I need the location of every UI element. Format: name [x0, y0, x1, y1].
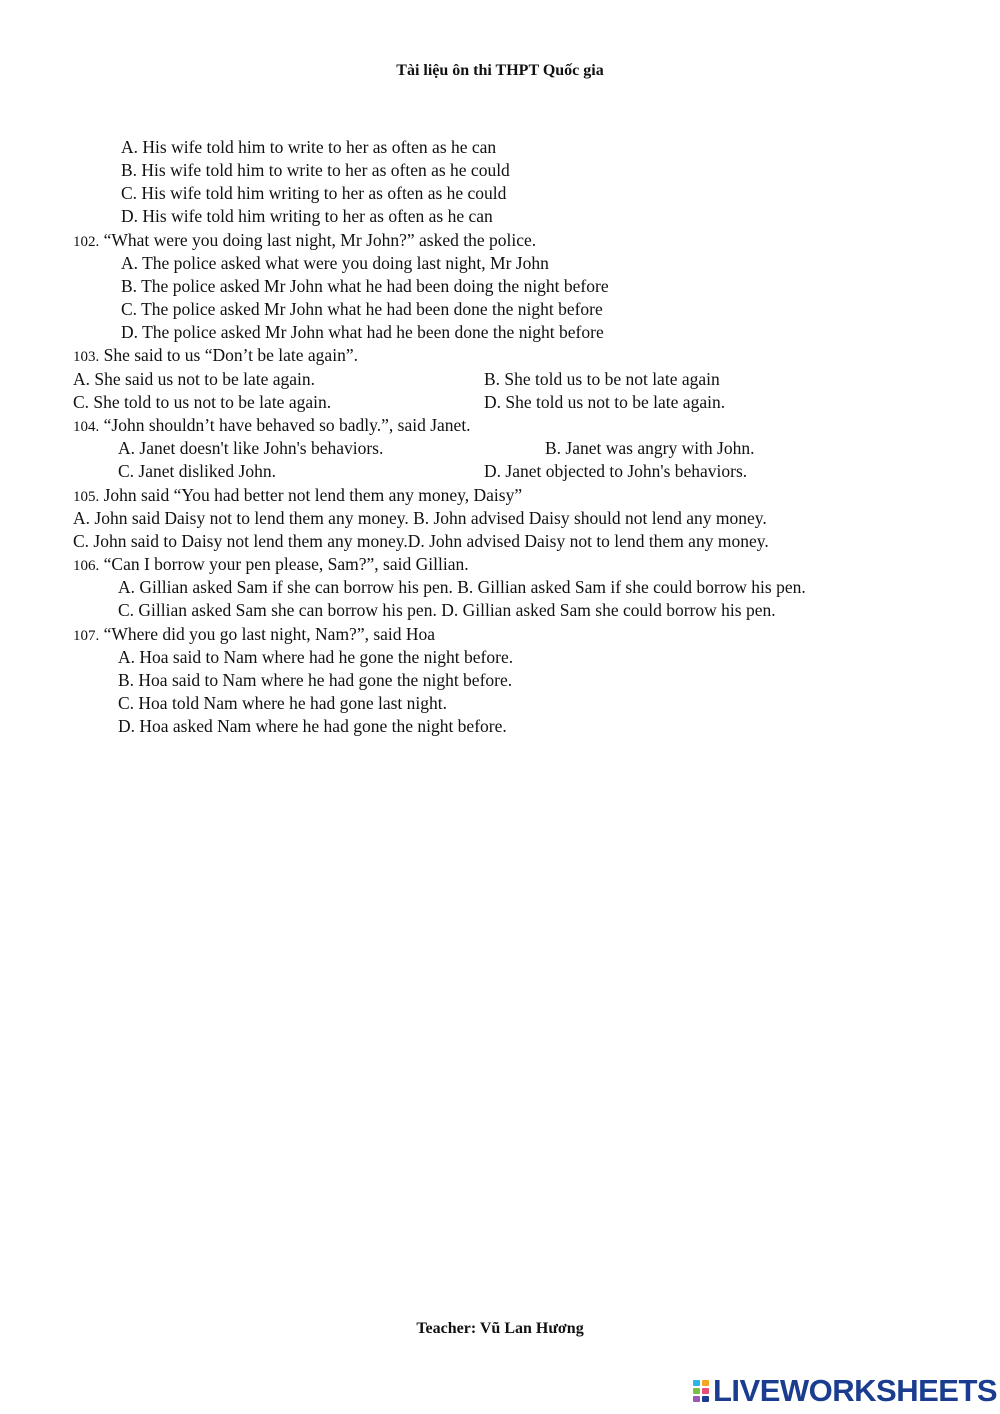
- liveworksheets-wordmark: LIVEWORKSHEETS: [713, 1373, 998, 1408]
- q101-option-b: B. His wife told him to write to her as often as he could: [121, 160, 510, 180]
- q107-text: “Where did you go last night, Nam?”, said Hoa: [103, 624, 436, 644]
- q107-number: 107.: [73, 628, 100, 644]
- q106-number: 106.: [73, 558, 100, 574]
- q105-text: John said “You had better not lend them any money, Daisy”: [103, 485, 523, 505]
- q101-option-a: A. His wife told him to write to her as often as he can: [121, 137, 497, 157]
- q103-option-b: B. She told us to be not late again: [484, 369, 720, 389]
- q104-stem: [73, 415, 471, 437]
- q102-option-b: B. The police asked Mr John what he had been doing the night before: [121, 276, 609, 296]
- q103-text: She said to us “Don’t be late again”.: [103, 345, 358, 365]
- q102-option-d: D. The police asked Mr John what had he been done the night before: [121, 322, 604, 342]
- q103-option-a: A. She said us not to be late again.: [73, 369, 316, 389]
- q106-options-line-1: A. Gillian asked Sam if she can borrow his pen. B. Gillian asked Sam if she could borrow his pen.: [118, 577, 806, 597]
- q107-stem: [73, 624, 435, 646]
- q107-option-d: D. Hoa asked Nam where he had gone the night before.: [118, 716, 507, 736]
- q104-text: “John shouldn’t have behaved so badly.”, said Janet.: [103, 415, 471, 435]
- logo-block: [702, 1380, 709, 1386]
- q105-options-line-2: C. John said to Daisy not lend them any money.D. John advised Daisy not to lend them any money.: [73, 531, 769, 551]
- q104-number: 104.: [73, 419, 100, 435]
- logo-block: [693, 1396, 700, 1402]
- q104-option-d: D. Janet objected to John's behaviors.: [484, 461, 748, 481]
- teacher-name: Teacher: Vũ Lan Hương: [416, 1320, 584, 1337]
- q104-option-a: A. Janet doesn't like John's behaviors.: [118, 438, 384, 458]
- q102-option-a: A. The police asked what were you doing last night, Mr John: [121, 253, 549, 273]
- q102-option-c: C. The police asked Mr John what he had been done the night before: [121, 299, 603, 319]
- liveworksheets-logo-icon: [692, 1379, 710, 1403]
- q106-options-line-2: C. Gillian asked Sam she can borrow his pen. D. Gillian asked Sam she could borrow his pen.: [118, 600, 776, 620]
- q103-option-d: D. She told us not to be late again.: [484, 392, 726, 412]
- q106-text: “Can I borrow your pen please, Sam?”, said Gillian.: [103, 554, 469, 574]
- q104-option-b: B. Janet was angry with John.: [545, 438, 755, 458]
- logo-block: [702, 1388, 709, 1394]
- q107-option-b: B. Hoa said to Nam where he had gone the night before.: [118, 670, 513, 690]
- logo-block: [702, 1396, 709, 1402]
- q105-stem: [73, 485, 522, 507]
- q103-option-c: C. She told to us not to be late again.: [73, 392, 332, 412]
- q102-text: “What were you doing last night, Mr John?” asked the police.: [103, 230, 537, 250]
- q105-number: 105.: [73, 489, 100, 505]
- logo-block: [693, 1388, 700, 1394]
- page-title: Tài liệu ôn thi THPT Quốc gia: [396, 62, 604, 79]
- q107-option-c: C. Hoa told Nam where he had gone last night.: [118, 693, 448, 713]
- q101-option-c: C. His wife told him writing to her as often as he could: [121, 183, 507, 203]
- q107-option-a: A. Hoa said to Nam where had he gone the night before.: [118, 647, 514, 667]
- q106-stem: [73, 554, 469, 576]
- q102-stem: [73, 230, 536, 252]
- logo-block: [693, 1380, 700, 1386]
- q105-options-line-1: A. John said Daisy not to lend them any money. B. John advised Daisy should not lend any money.: [73, 508, 767, 528]
- q104-option-c: C. Janet disliked John.: [118, 461, 276, 481]
- q101-option-d: D. His wife told him writing to her as often as he can: [121, 206, 493, 226]
- q103-number: 103.: [73, 349, 100, 365]
- q103-stem: [73, 345, 358, 367]
- q102-number: 102.: [73, 234, 100, 250]
- liveworksheets-brand[interactable]: [692, 1374, 997, 1408]
